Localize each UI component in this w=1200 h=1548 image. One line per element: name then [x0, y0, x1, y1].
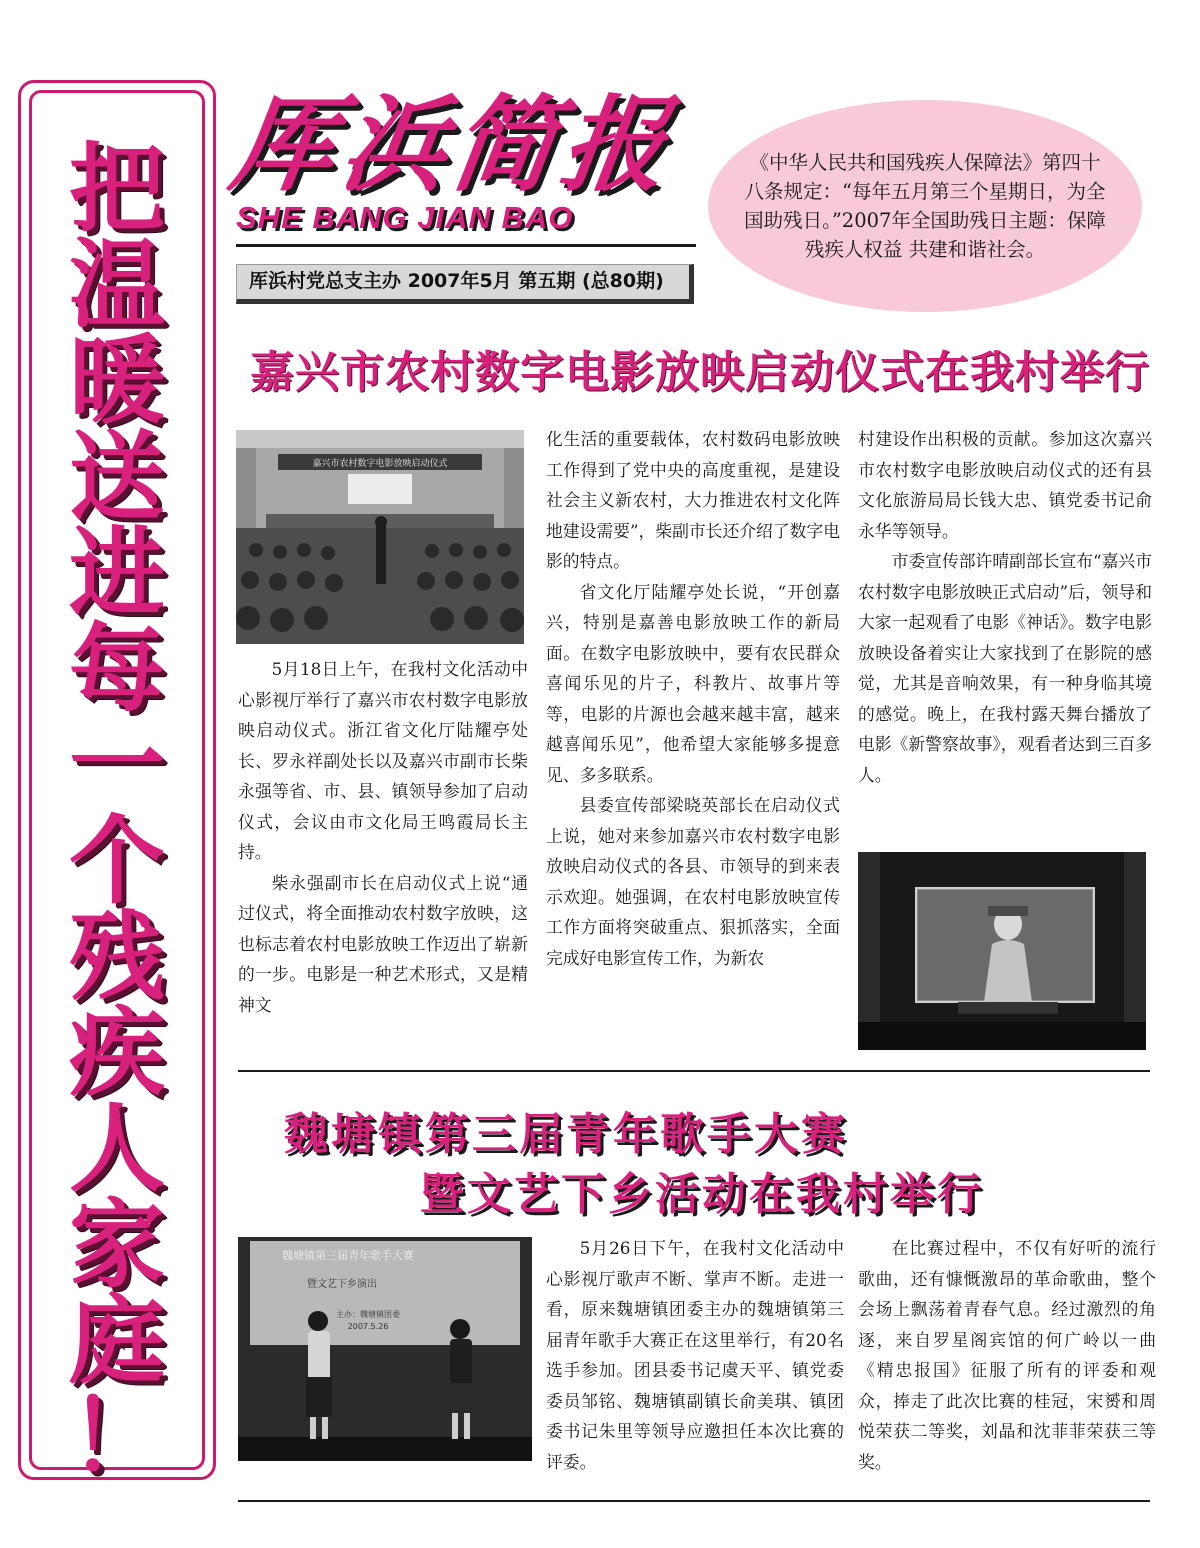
singers-photo-image: [238, 1237, 532, 1461]
article2-paragraph: 在比赛过程中，不仅有好听的流行歌曲，还有慷慨激昂的革命歌曲，整个会场上飘荡着青春气息。经过激烈的角逐，来自罗星阁宾馆的何广岭以一曲《精忠报国》征服了所有的评委和观众，捧走了此次比赛的桂冠，宋赟和周悦荣获二等奖，刘晶和沈菲菲荣获三等奖。: [858, 1238, 1156, 1472]
issue-info-bar: 厍浜村党总支主办 2007年5月 第五期 (总80期): [236, 264, 694, 304]
meeting-photo: [236, 430, 524, 644]
banner-character: 疾: [69, 997, 165, 1109]
vertical-banner: [29, 90, 205, 1493]
masthead-title: 厍浜简报: [223, 83, 681, 206]
meeting-photo-banner-text: 嘉兴市农村数字电影放映启动仪式: [312, 459, 448, 469]
article1-paragraph: 柴永强副市长在启动仪式上说“通过仪式，将全面推动农村数字放映，这也标志着农村电影放映工作迈出了崭新的一步。电影是一种艺术形式，又是精神文: [238, 872, 528, 1015]
banner-character: 庭: [69, 1285, 165, 1397]
article1-headline: 嘉兴市农村数字电影放映启动仪式在我村举行: [250, 347, 1150, 398]
banner-character: 进: [69, 517, 165, 629]
singers-photo-screen-date: 2007.5.26: [347, 1322, 389, 1331]
banner-character: 一: [69, 709, 165, 821]
article1-paragraph: 省文化厅陆耀亭处长说，“开创嘉兴，特别是嘉善电影放映工作的新局面。在数字电影放映中，要有农民群众喜闻乐见的片子，科教片、故事片等等，电影的片源也会越来越丰富，越来越喜闻乐见”，他希望大家能够多提意见、多多联系。: [546, 581, 840, 785]
law-note-text: 《中华人民共和国残疾人保障法》第四十八条规定：“每年五月第三个星期日，为全国助残日。”2007年全国助残日主题：保障残疾人权益 共建和谐社会。: [744, 151, 1106, 261]
masthead-pinyin: SHE BANG JIAN BAO: [236, 200, 574, 235]
banner-character: 温: [69, 229, 165, 341]
banner-character: 送: [69, 421, 165, 533]
law-note-ellipse: [708, 100, 1142, 312]
singers-photo-screen-subtitle: 暨文艺下乡演出: [307, 1279, 377, 1290]
bottom-divider: [238, 1500, 1150, 1502]
article1-paragraph: 市委宣传部许晴副部长宣布“嘉兴市农村数字电影放映正式启动”后，领导和大家一起观看了电影《神话》。数字电影放映设备着实让大家找到了在影院的感觉，尤其是音响效果，有一种身临其境的感觉。晚上，在我村露天舞台播放了电影《新警察故事》，观看者达到三百多人。: [858, 551, 1152, 785]
banner-character: 人: [69, 1093, 165, 1205]
article1-column-1: [238, 654, 528, 1054]
masthead-rule: [236, 244, 696, 247]
article2-paragraph: 5月26日下午，在我村文化活动中心影视厅歌声不断、掌声不断。走进一看，原来魏塘镇团委主办的魏塘镇第三届青年歌手大赛正在这里举行，有20名选手参加。团县委书记虞天平、镇党委委员邹铭、魏塘镇副镇长俞美琪、镇团委书记朱里等领导应邀担任本次比赛的评委。: [546, 1238, 844, 1472]
movie-screening-photo: [858, 852, 1146, 1050]
article1-column-3: [858, 424, 1152, 844]
banner-character: 家: [69, 1189, 165, 1301]
singers-photo: [238, 1237, 532, 1461]
movie-screening-image: [858, 852, 1146, 1050]
banner-character: 每: [69, 613, 165, 725]
article1-column-2: [546, 424, 840, 1056]
article1-paragraph: 县委宣传部梁晓英部长在启动仪式上说，她对来参加嘉兴市农村数字电影放映启动仪式的各县、市领导的到来表示欢迎。她强调，在农村电影放映宣传工作方面将突破重点、狠抓落实，全面完成好电影宣传工作，为新农: [546, 795, 840, 968]
article2-column-2: [858, 1233, 1156, 1481]
banner-character: 把: [69, 133, 165, 245]
article1-paragraph: 5月18日上午，在我村文化活动中心影视厅举行了嘉兴市农村数字电影放映启动仪式。浙江省文化厅陆耀亭处长、罗永祥副处长以及嘉兴市副市长柴永强等省、市、县、镇领导参加了启动仪式，会议由市文化局王鸣霞局长主持。: [238, 659, 528, 862]
banner-character: 个: [69, 805, 165, 917]
article1-paragraph: 化生活的重要载体，农村数码电影放映工作得到了党中央的高度重视，是建设社会主义新农村，大力推进农村文化阵地建设需要”，柴副市长还介绍了数字电影的特点。: [546, 429, 840, 571]
singers-photo-screen-title: 魏塘镇第三届青年歌手大赛: [282, 1249, 414, 1262]
meeting-photo-image: [236, 430, 524, 644]
article2-headline-line2: 暨文艺下乡活动在我村举行: [420, 1169, 984, 1220]
singers-photo-screen-organizer: 主办：魏塘镇团委: [336, 1310, 400, 1319]
article2-headline-line1: 魏塘镇第三届青年歌手大赛: [284, 1109, 848, 1160]
banner-character: ！: [69, 1381, 165, 1493]
article1-paragraph: 村建设作出积极的贡献。参加这次嘉兴市农村数字电影放映启动仪式的还有县文化旅游局局长钱大忠、镇党委书记俞永华等领导。: [858, 429, 1152, 541]
banner-character: 暖: [69, 325, 165, 437]
banner-character: 残: [69, 901, 165, 1013]
section-divider: [238, 1070, 1150, 1072]
article2-column-1: [546, 1233, 844, 1481]
